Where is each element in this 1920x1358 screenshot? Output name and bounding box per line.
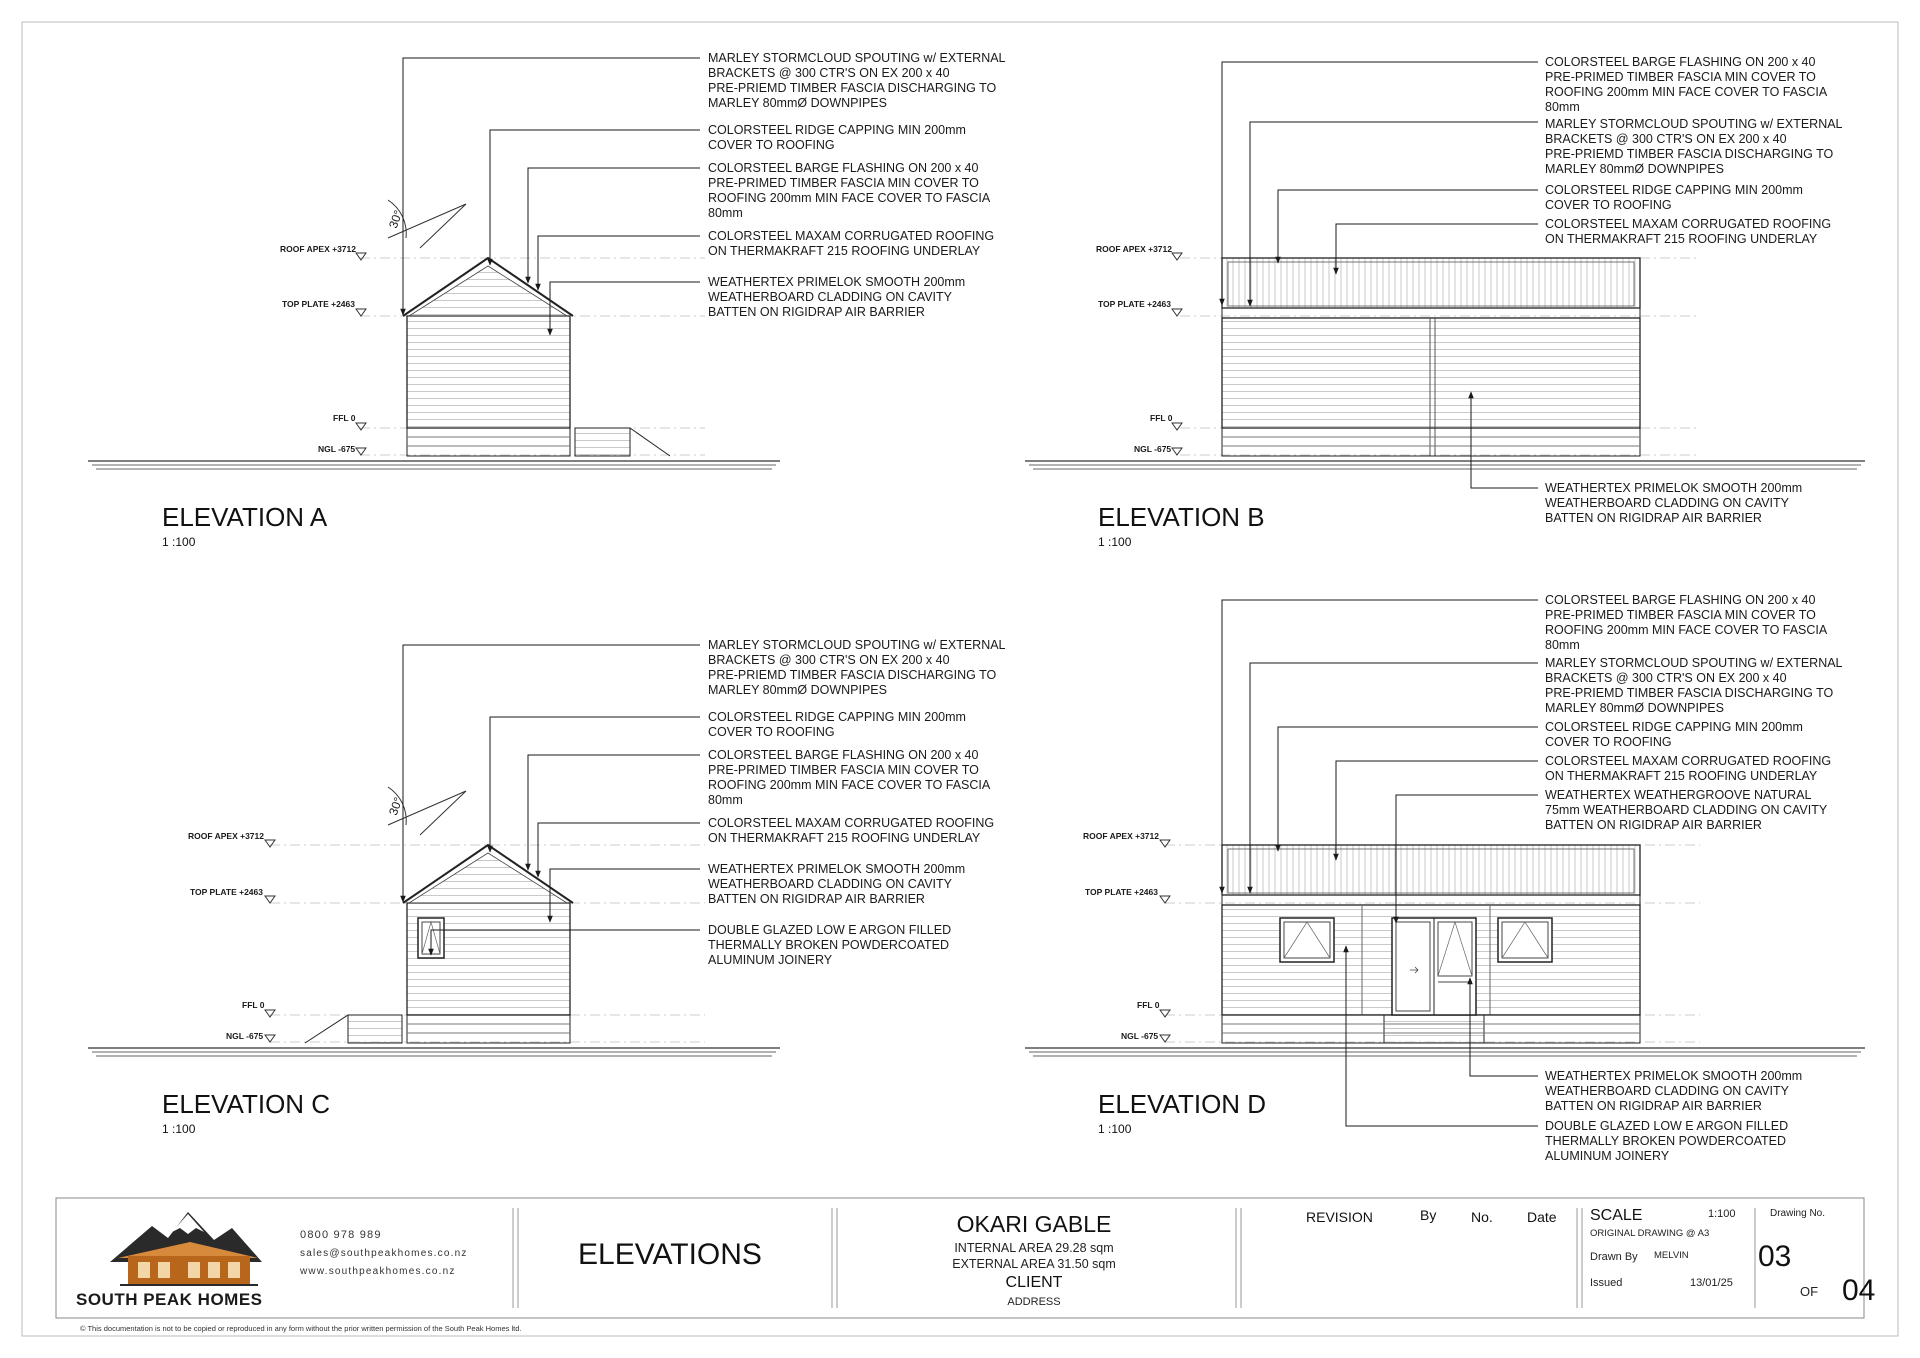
note-a-4: COLORSTEEL MAXAM CORRUGATED ROOFING ON THERMAKRAFT 215 ROOFING UNDERLAY bbox=[708, 229, 995, 258]
internal-area: INTERNAL AREA 29.28 sqm bbox=[954, 1241, 1114, 1255]
note-a-2: COLORSTEEL RIDGE CAPPING MIN 200mm COVER TO ROOFING bbox=[708, 123, 966, 152]
client-label: CLIENT bbox=[1005, 1274, 1063, 1291]
elevation-a-title: ELEVATION A bbox=[162, 502, 328, 532]
note-a-5: WEATHERTEX PRIMELOK SMOOTH 200mm WEATHERBOARD CLADDING ON CAVITY BATTEN ON RIGIDRAP AIR BARRIER bbox=[708, 275, 966, 319]
level-markers bbox=[1083, 831, 1170, 1042]
level-roof-apex: ROOF APEX +3712 bbox=[1083, 831, 1159, 841]
project-name: OKARI GABLE bbox=[956, 1211, 1112, 1237]
scale-value: 1:100 bbox=[1708, 1208, 1736, 1220]
contact-website[interactable]: www.southpeakhomes.co.nz bbox=[300, 1266, 456, 1277]
external-area: EXTERNAL AREA 31.50 sqm bbox=[952, 1257, 1116, 1271]
ground-line bbox=[88, 461, 780, 469]
note-c-3: COLORSTEEL BARGE FLASHING ON 200 x 40 PRE-PRIMED TIMBER FASCIA MIN COVER TO ROOFING 200mm MIN FACE COVER TO FASCIA 80mm bbox=[708, 748, 991, 807]
revision-date-label: Date bbox=[1527, 1209, 1557, 1225]
original-drawing-size: ORIGINAL DRAWING @ A3 bbox=[1590, 1228, 1710, 1239]
level-ffl: FFL 0 bbox=[242, 1000, 265, 1010]
note-d-7: DOUBLE GLAZED LOW E ARGON FILLED THERMALLY BROKEN POWDERCOATED ALUMINUM JOINERY bbox=[1545, 1119, 1789, 1163]
elevation-d-title: ELEVATION D bbox=[1098, 1089, 1267, 1119]
note-b-4: COLORSTEEL MAXAM CORRUGATED ROOFING ON THERMAKRAFT 215 ROOFING UNDERLAY bbox=[1545, 217, 1832, 246]
address-label: ADDRESS bbox=[1007, 1296, 1061, 1308]
elevation-d bbox=[1025, 593, 1865, 1163]
elevation-b-scale: 1 :100 bbox=[1098, 535, 1132, 549]
revision-label: REVISION bbox=[1306, 1209, 1373, 1225]
level-markers bbox=[1096, 244, 1182, 455]
level-top-plate: TOP PLATE +2463 bbox=[282, 299, 355, 309]
roof-pitch-label: 30° bbox=[386, 208, 406, 231]
drawn-by-label: Drawn By bbox=[1590, 1251, 1638, 1263]
building-elevation-a bbox=[403, 258, 670, 456]
drawn-by-value: MELVIN bbox=[1654, 1250, 1689, 1261]
note-c-1: MARLEY STORMCLOUD SPOUTING w/ EXTERNAL BRACKETS @ 300 CTR'S ON EX 200 x 40 PRE-PRIEMD TIMBER FASCIA DISCHARGING TO MARLEY 80mmØ DOWNPIPES bbox=[708, 638, 1006, 697]
revision-by-label: By bbox=[1420, 1207, 1437, 1223]
level-ngl: NGL -675 bbox=[318, 444, 356, 454]
note-d-3: COLORSTEEL RIDGE CAPPING MIN 200mm COVER TO ROOFING bbox=[1545, 720, 1803, 749]
annotation-notes bbox=[708, 51, 1006, 319]
drawing-of-label: OF bbox=[1800, 1284, 1819, 1299]
roof-pitch-indicator bbox=[386, 200, 466, 248]
note-d-6: WEATHERTEX PRIMELOK SMOOTH 200mm WEATHERBOARD CLADDING ON CAVITY BATTEN ON RIGIDRAP AIR BARRIER bbox=[1545, 1069, 1803, 1113]
level-ffl: FFL 0 bbox=[333, 413, 356, 423]
sheet-title: ELEVATIONS bbox=[578, 1238, 762, 1271]
issued-value: 13/01/25 bbox=[1690, 1277, 1733, 1289]
ground-line bbox=[1025, 461, 1865, 469]
level-ffl: FFL 0 bbox=[1150, 413, 1173, 423]
issued-label: Issued bbox=[1590, 1277, 1623, 1289]
note-b-5: WEATHERTEX PRIMELOK SMOOTH 200mm WEATHERBOARD CLADDING ON CAVITY BATTEN ON RIGIDRAP AIR BARRIER bbox=[1545, 481, 1803, 525]
level-roof-apex: ROOF APEX +3712 bbox=[188, 831, 264, 841]
elevation-a-scale: 1 :100 bbox=[162, 535, 196, 549]
ground-line bbox=[1025, 1048, 1865, 1056]
elevation-d-scale: 1 :100 bbox=[1098, 1122, 1132, 1136]
level-roof-apex: ROOF APEX +3712 bbox=[280, 244, 356, 254]
elevation-a bbox=[88, 51, 1006, 549]
level-markers bbox=[188, 831, 275, 1042]
annotation-notes bbox=[708, 638, 1006, 967]
level-roof-apex: ROOF APEX +3712 bbox=[1096, 244, 1172, 254]
title-block bbox=[56, 1198, 1875, 1318]
scale-label: SCALE bbox=[1590, 1207, 1643, 1224]
level-ngl: NGL -675 bbox=[1134, 444, 1172, 454]
note-a-3: COLORSTEEL BARGE FLASHING ON 200 x 40 PRE-PRIMED TIMBER FASCIA MIN COVER TO ROOFING 200mm MIN FACE COVER TO FASCIA 80mm bbox=[708, 161, 991, 220]
company-name: SOUTH PEAK HOMES bbox=[76, 1290, 263, 1309]
building-elevation-d bbox=[1222, 845, 1640, 1043]
note-c-5: WEATHERTEX PRIMELOK SMOOTH 200mm WEATHERBOARD CLADDING ON CAVITY BATTEN ON RIGIDRAP AIR BARRIER bbox=[708, 862, 966, 906]
note-b-1: COLORSTEEL BARGE FLASHING ON 200 x 40 PRE-PRIMED TIMBER FASCIA MIN COVER TO ROOFING 200mm MIN FACE COVER TO FASCIA 80mm bbox=[1545, 55, 1828, 114]
building-elevation-b bbox=[1222, 258, 1640, 456]
contact-email[interactable]: sales@southpeakhomes.co.nz bbox=[300, 1248, 468, 1259]
note-b-3: COLORSTEEL RIDGE CAPPING MIN 200mm COVER TO ROOFING bbox=[1545, 183, 1803, 212]
note-d-5: WEATHERTEX WEATHERGROOVE NATURAL 75mm WEATHERBOARD CLADDING ON CAVITY BATTEN ON RIGIDRAP AIR BARRIER bbox=[1545, 788, 1828, 832]
note-a-1: MARLEY STORMCLOUD SPOUTING w/ EXTERNAL BRACKETS @ 300 CTR'S ON EX 200 x 40 PRE-PRIEMD TIMBER FASCIA DISCHARGING TO MARLEY 80mmØ DOWNPIPES bbox=[708, 51, 1006, 110]
level-ngl: NGL -675 bbox=[1121, 1031, 1159, 1041]
revision-no-label: No. bbox=[1471, 1209, 1493, 1225]
contact-phone[interactable]: 0800 978 989 bbox=[300, 1229, 382, 1241]
note-d-1: COLORSTEEL BARGE FLASHING ON 200 x 40 PRE-PRIMED TIMBER FASCIA MIN COVER TO ROOFING 200mm MIN FACE COVER TO FASCIA 80mm bbox=[1545, 593, 1828, 652]
copyright-disclaimer: © This documentation is not to be copied or reproduced in any form without the prior written permission of the South Peak Homes ltd. bbox=[80, 1324, 522, 1333]
note-c-6: DOUBLE GLAZED LOW E ARGON FILLED THERMALLY BROKEN POWDERCOATED ALUMINUM JOINERY bbox=[708, 923, 952, 967]
level-top-plate: TOP PLATE +2463 bbox=[1098, 299, 1171, 309]
level-markers bbox=[280, 244, 366, 455]
elevation-c bbox=[88, 638, 1006, 1136]
roof-pitch-indicator bbox=[386, 787, 466, 835]
drawing-no-label: Drawing No. bbox=[1770, 1208, 1826, 1219]
note-c-4: COLORSTEEL MAXAM CORRUGATED ROOFING ON THERMAKRAFT 215 ROOFING UNDERLAY bbox=[708, 816, 995, 845]
level-ngl: NGL -675 bbox=[226, 1031, 264, 1041]
drawing-total: 04 bbox=[1842, 1274, 1876, 1307]
roof-pitch-label: 30° bbox=[386, 795, 406, 818]
building-elevation-c bbox=[305, 845, 573, 1043]
note-c-2: COLORSTEEL RIDGE CAPPING MIN 200mm COVER TO ROOFING bbox=[708, 710, 966, 739]
ground-line bbox=[88, 1048, 780, 1056]
elevation-c-title: ELEVATION C bbox=[162, 1089, 331, 1119]
note-b-2: MARLEY STORMCLOUD SPOUTING w/ EXTERNAL BRACKETS @ 300 CTR'S ON EX 200 x 40 PRE-PRIEMD TIMBER FASCIA DISCHARGING TO MARLEY 80mmØ DOWNPIPES bbox=[1545, 117, 1843, 176]
note-d-2: MARLEY STORMCLOUD SPOUTING w/ EXTERNAL BRACKETS @ 300 CTR'S ON EX 200 x 40 PRE-PRIEMD TIMBER FASCIA DISCHARGING TO MARLEY 80mmØ DOWNPIPES bbox=[1545, 656, 1843, 715]
level-top-plate: TOP PLATE +2463 bbox=[1085, 887, 1158, 897]
note-d-4: COLORSTEEL MAXAM CORRUGATED ROOFING ON THERMAKRAFT 215 ROOFING UNDERLAY bbox=[1545, 754, 1832, 783]
level-top-plate: TOP PLATE +2463 bbox=[190, 887, 263, 897]
drawing-number: 03 bbox=[1758, 1240, 1792, 1273]
level-ffl: FFL 0 bbox=[1137, 1000, 1160, 1010]
elevation-b-title: ELEVATION B bbox=[1098, 502, 1265, 532]
elevation-b bbox=[1025, 55, 1865, 549]
elevation-c-scale: 1 :100 bbox=[162, 1122, 196, 1136]
